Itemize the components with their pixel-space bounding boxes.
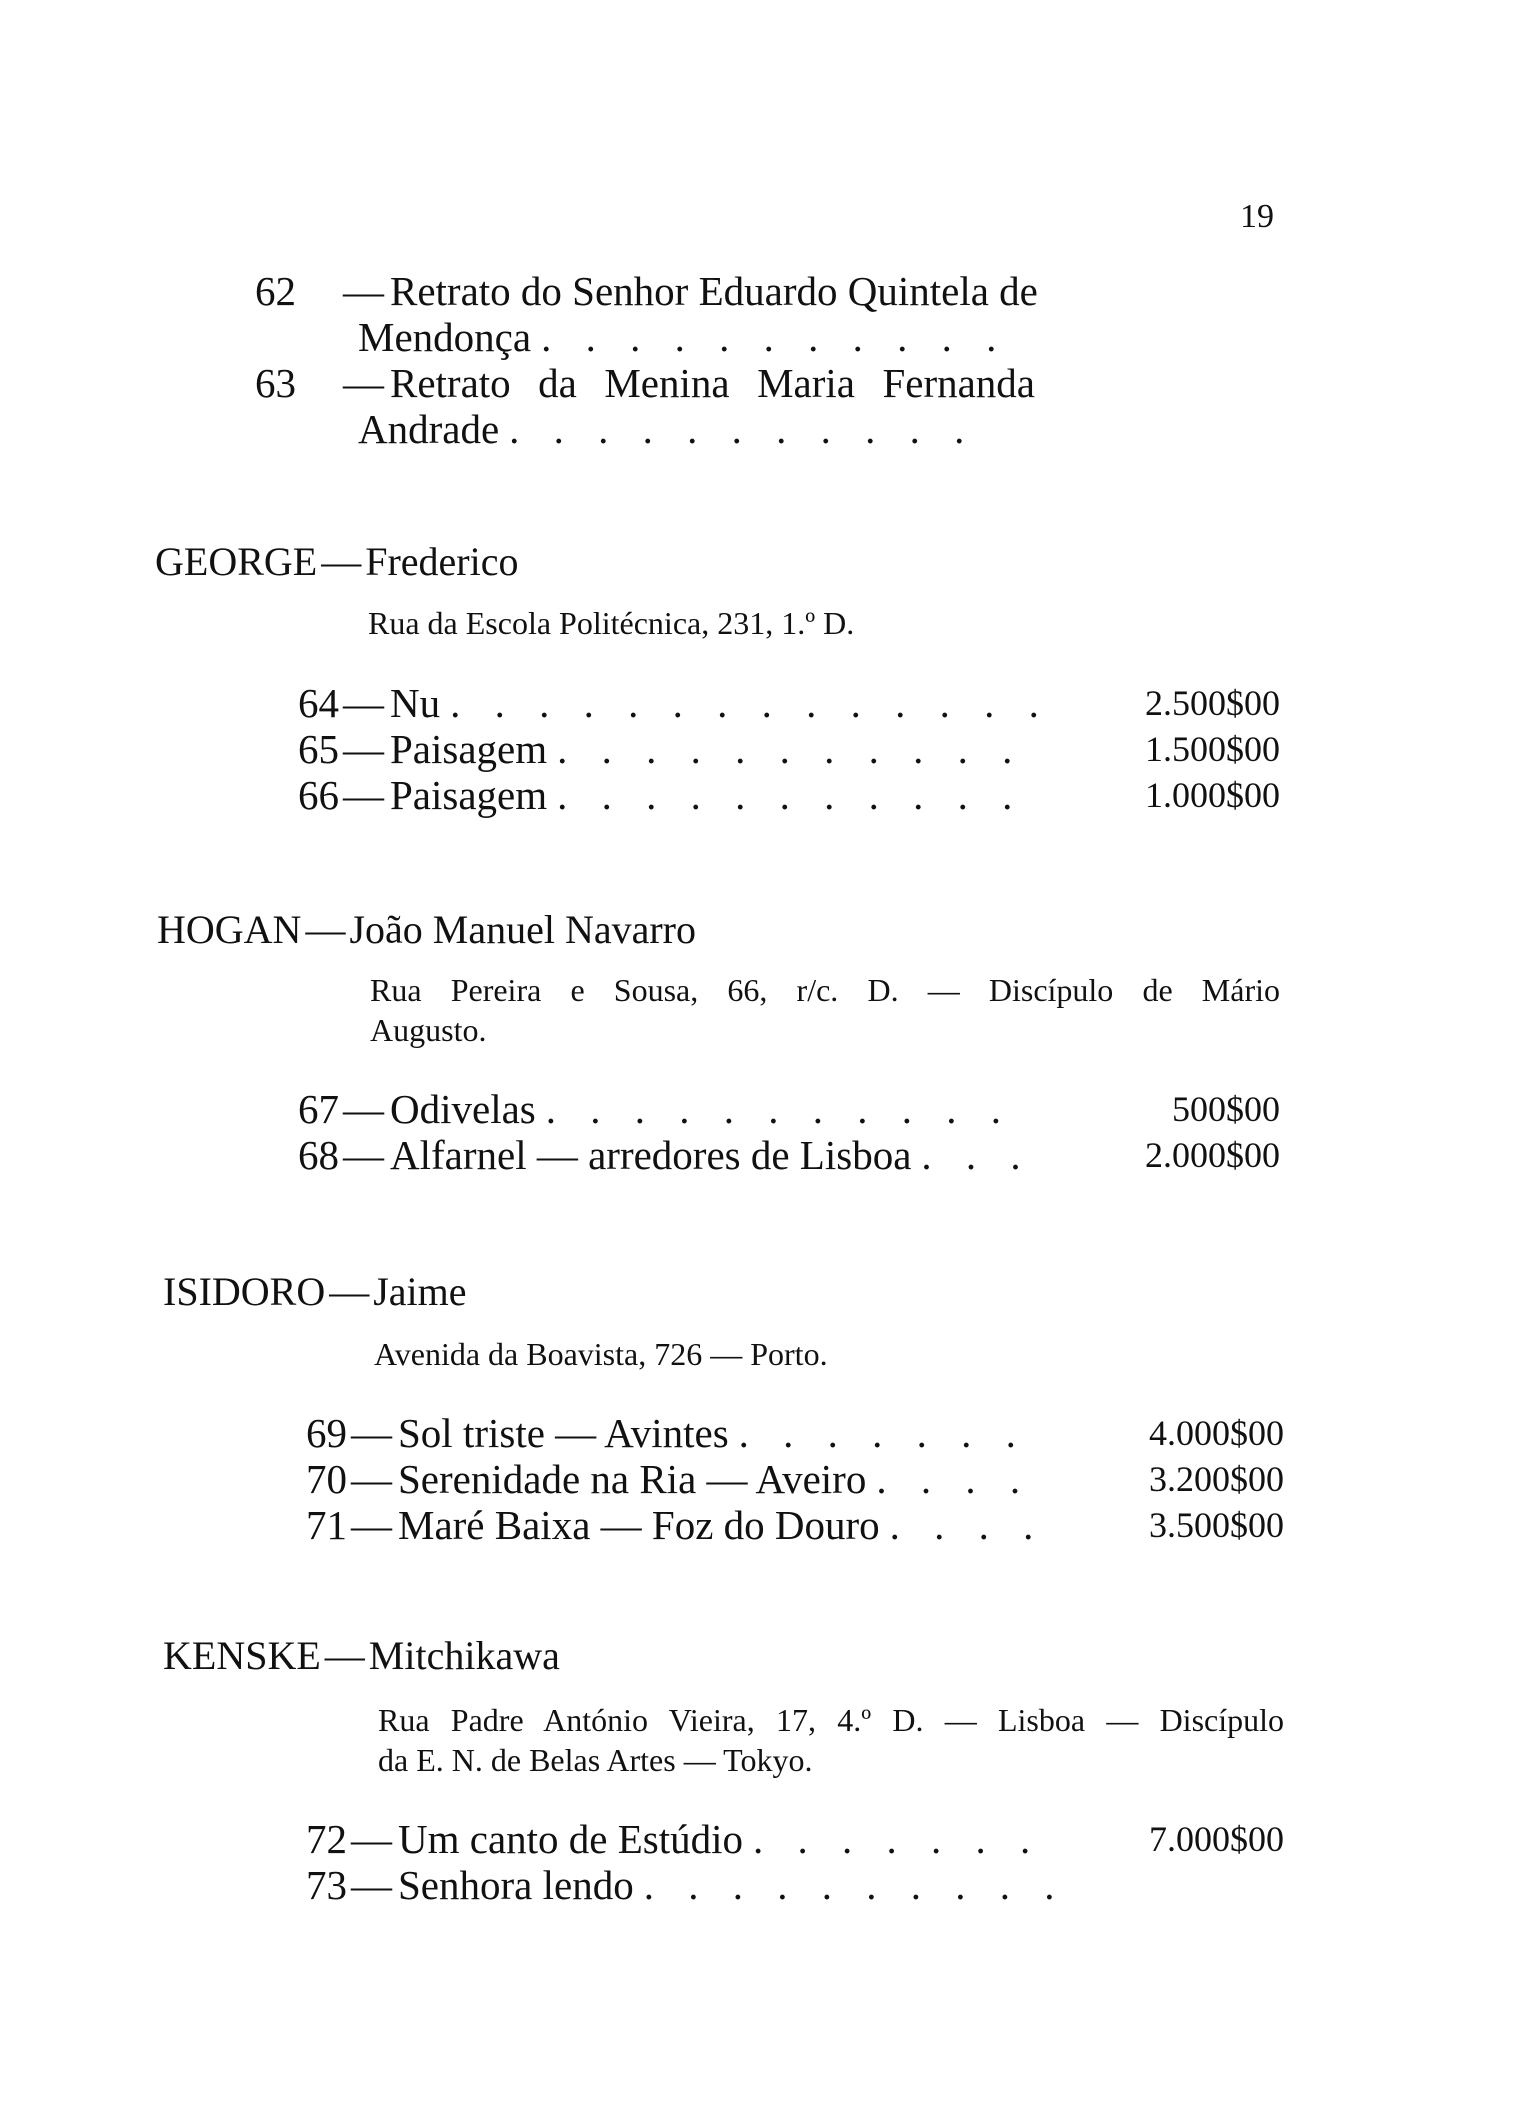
artist-given-name: João Manuel Navarro (349, 907, 696, 952)
catalog-entry-62 (255, 268, 1038, 314)
entry-number: 63 (255, 360, 296, 406)
catalog-entry-69 (263, 1410, 1028, 1456)
dot-leader: . . . . . . . . . . . (557, 772, 1025, 818)
catalog-entry-63-continued (358, 406, 976, 452)
entry-price: 4.000$00 (1149, 1413, 1284, 1453)
dot-leader: . . . . . . . . . . . . . . (450, 680, 1051, 726)
catalog-entry-62-continued (358, 314, 1008, 360)
entry-number: 70 (306, 1456, 347, 1502)
artist-surname: KENSKE (163, 1633, 321, 1678)
entry-title: Alfarnel — arredores de Lisboa (390, 1132, 912, 1178)
artist-heading-kenske (163, 1632, 560, 1680)
entry-title: Um canto de Estúdio (398, 1816, 744, 1862)
dot-leader: . . . . . . . . . . (643, 1862, 1067, 1908)
entry-price: 3.200$00 (1149, 1459, 1284, 1499)
entry-title: Retrato da Menina Maria Fernanda (390, 360, 1035, 406)
entry-number: 62 (255, 268, 296, 314)
entry-number: 69 (306, 1410, 347, 1456)
entry-title-continued: Andrade (358, 406, 500, 452)
dash: — (351, 1816, 392, 1862)
artist-given-name: Jaime (373, 1269, 467, 1314)
entry-price: 500$00 (1172, 1089, 1280, 1129)
catalog-entry-72 (263, 1816, 1042, 1862)
entry-number: 71 (306, 1502, 347, 1548)
artist-address-line-2: Augusto. (370, 1012, 487, 1048)
dash: — (305, 907, 346, 952)
catalog-entry-66 (255, 772, 1024, 818)
catalog-entry-73 (263, 1862, 1066, 1908)
entry-title: Sol triste — Avintes (398, 1410, 729, 1456)
catalog-entry-64 (255, 680, 1051, 726)
entry-number: 66 (298, 772, 339, 818)
artist-address: Rua da Escola Politécnica, 231, 1.º D. (368, 605, 855, 641)
dash: — (343, 680, 384, 726)
page-number: 19 (1240, 198, 1274, 235)
artist-given-name: Frederico (365, 539, 519, 584)
dot-leader: . . . . (889, 1502, 1046, 1548)
dash: — (343, 1086, 384, 1132)
artist-address-line-2: da E. N. de Belas Artes — Tokyo. (378, 1742, 813, 1778)
artist-address-line-1: Rua Padre António Vieira, 17, 4.º D. — Lisboa — Discípulo (378, 1702, 1284, 1738)
entry-price: 2.500$00 (1145, 683, 1280, 723)
dot-leader: . . . . . . . . . . . (541, 314, 1009, 360)
catalog-entry-68 (255, 1132, 1033, 1178)
dash: — (343, 726, 384, 772)
entry-title: Maré Baixa — Foz do Douro (398, 1502, 880, 1548)
entry-title: Senhora lendo (398, 1862, 634, 1908)
entry-number: 72 (306, 1816, 347, 1862)
artist-given-name: Mitchikawa (368, 1633, 560, 1678)
dash: — (351, 1456, 392, 1502)
catalog-entry-63 (255, 360, 1035, 406)
dash: — (351, 1862, 392, 1908)
catalog-entry-65 (255, 726, 1024, 772)
catalog-entry-71 (263, 1502, 1045, 1548)
entry-price: 3.500$00 (1149, 1505, 1284, 1545)
dot-leader: . . . . . . . . . . . (509, 406, 977, 452)
artist-surname: GEORGE (155, 539, 318, 584)
entry-title: Retrato do Senhor Eduardo Quintela de (390, 268, 1038, 314)
dash: — (343, 360, 384, 406)
artist-surname: HOGAN (157, 907, 302, 952)
dot-leader: . . . . (876, 1456, 1033, 1502)
dash: — (343, 772, 384, 818)
entry-number: 73 (306, 1862, 347, 1908)
entry-price: 1.000$00 (1145, 775, 1280, 815)
catalog-entry-67 (255, 1086, 1013, 1132)
dash: — (351, 1502, 392, 1548)
entry-price: 1.500$00 (1145, 729, 1280, 769)
entry-title: Nu (390, 680, 441, 726)
entry-title: Paisagem (390, 726, 548, 772)
dash: — (351, 1410, 392, 1456)
dot-leader: . . . (921, 1132, 1033, 1178)
artist-heading-george (155, 538, 518, 586)
artist-heading-hogan (157, 906, 696, 954)
entry-title: Serenidade na Ria — Aveiro (398, 1456, 867, 1502)
entry-number: 68 (298, 1132, 339, 1178)
entry-price: 2.000$00 (1145, 1135, 1280, 1175)
dot-leader: . . . . . . . . . . . (545, 1086, 1013, 1132)
dash: — (321, 539, 362, 584)
entry-number: 65 (298, 726, 339, 772)
entry-title: Paisagem (390, 772, 548, 818)
entry-number: 64 (298, 680, 339, 726)
catalog-entry-70 (263, 1456, 1032, 1502)
artist-address: Avenida da Boavista, 726 — Porto. (374, 1336, 828, 1372)
dot-leader: . . . . . . . (753, 1816, 1043, 1862)
entry-number: 67 (298, 1086, 339, 1132)
dot-leader: . . . . . . . (738, 1410, 1028, 1456)
dash: — (343, 1132, 384, 1178)
dash: — (343, 268, 384, 314)
entry-price: 7.000$00 (1149, 1819, 1284, 1859)
entry-title-continued: Mendonça (358, 314, 532, 360)
artist-address-line-1: Rua Pereira e Sousa, 66, r/c. D. — Discípulo de Mário (370, 972, 1280, 1008)
dot-leader: . . . . . . . . . . . (557, 726, 1025, 772)
dash: — (324, 1633, 365, 1678)
artist-heading-isidoro (163, 1268, 467, 1316)
dash: — (329, 1269, 370, 1314)
entry-title: Odivelas (390, 1086, 536, 1132)
artist-surname: ISIDORO (163, 1269, 326, 1314)
